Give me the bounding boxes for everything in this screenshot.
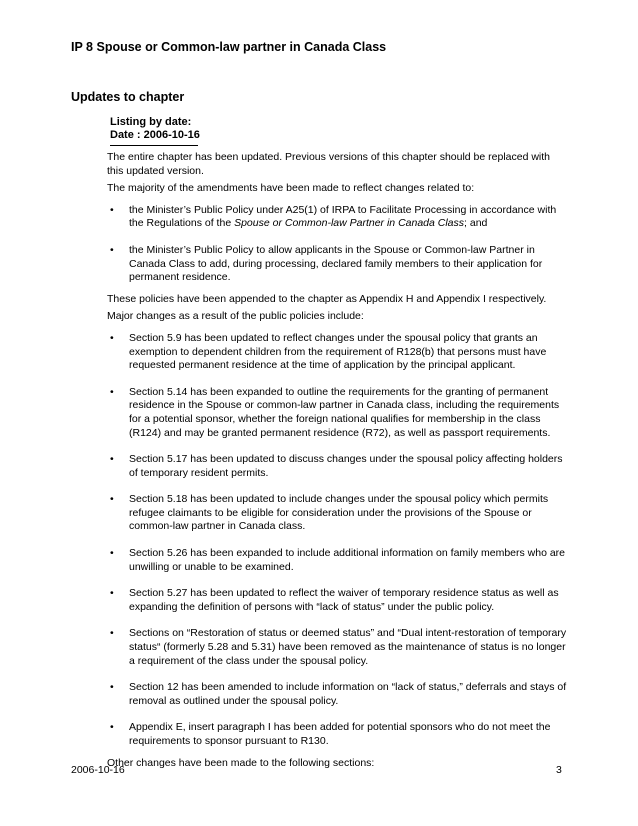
listing-date: Date : 2006-10-16: [110, 129, 200, 141]
bullet-icon: •: [110, 681, 114, 694]
list-item-text: Section 5.17 has been updated to discuss changes under the spousal policy affecting holders of temporary resident permits.: [129, 453, 563, 479]
list-item-text: Section 5.9 has been updated to reflect changes under the spousal policy that grants an exemption to dependent children from the requirement of R128(b) that persons must have requested permanent residence at the time of application by the principal applicant.: [129, 331, 547, 372]
major-changes-list: [107, 332, 567, 749]
list-item-text: Section 5.26 has been expanded to include additional information on family members who are unwilling or unable to be examined.: [129, 547, 566, 573]
list-item: [107, 332, 567, 373]
intro-paragraph: The entire chapter has been updated. Previous versions of this chapter should be replaced with this updated version.: [107, 151, 551, 177]
section-heading-updates: Updates to chapter: [71, 90, 185, 104]
other-changes-paragraph: Other changes have been made to the following sections:: [107, 756, 375, 769]
list-item-suffix: ; and: [464, 217, 488, 230]
list-item: [107, 493, 567, 534]
document-body: [107, 151, 567, 774]
list-item-text: Section 5.14 has been expanded to outline the requirements for the granting of permanent residence in the Spouse or common-law partner in Canada class, including the requirements for a potential sponsor, whether the foreign national qualifies for membership in the class (R124) and may be granted permanent residence (R72), as well as passport requirements.: [129, 385, 560, 439]
bullet-icon: •: [110, 587, 114, 600]
list-item: [107, 453, 567, 480]
list-item-text: Section 5.18 has been updated to include changes under the spousal policy which permits refugee claimants to be eligible for consideration under the provisions of the Spouse or common-law partner in Canada class.: [129, 493, 549, 533]
listing-block: [110, 116, 200, 146]
major-changes-paragraph: Major changes as a result of the public policies include:: [107, 310, 364, 323]
list-item: [107, 204, 567, 231]
list-item: [107, 244, 567, 285]
page-number: 3: [556, 764, 562, 776]
bullet-icon: •: [110, 547, 114, 560]
list-item-text: Section 12 has been amended to include information on “lack of status,” deferrals and stays of removal as outlined under the spousal policy.: [129, 681, 567, 707]
bullet-icon: •: [110, 493, 114, 506]
bullet-icon: •: [110, 331, 114, 344]
policy-list: [107, 204, 567, 285]
appended-paragraph: These policies have been appended to the chapter as Appendix H and Appendix I respectively.: [107, 292, 547, 305]
list-item: [107, 627, 567, 668]
list-item: [107, 721, 567, 748]
bullet-icon: •: [110, 453, 114, 466]
list-item-text: Sections on “Restoration of status or deemed status” and “Dual intent-restoration of temporary status“ (formerly 5.28 and 5.31) have been removed as the maintenance of status is no longer a requirement of the class under the spousal policy.: [129, 627, 567, 667]
bullet-icon: •: [110, 627, 114, 640]
listing-divider: [110, 145, 198, 146]
document-title: IP 8 Spouse or Common-law partner in Canada Class: [71, 40, 387, 54]
amendments-intro-paragraph: The majority of the amendments have been made to reflect changes related to:: [107, 182, 475, 195]
list-item: [107, 587, 567, 614]
footer-date: 2006-10-16: [71, 764, 125, 776]
bullet-icon: •: [110, 203, 114, 216]
bullet-icon: •: [110, 243, 114, 256]
list-item-text: the Minister’s Public Policy to allow applicants in the Spouse or Common-law Partner in Canada Class to add, during processing, declared family members to their application for permanent residence.: [129, 243, 543, 284]
listing-label: Listing by date:: [110, 116, 192, 128]
class-name-italic: Spouse or Common-law Partner in Canada Class: [234, 217, 465, 230]
list-item: [107, 547, 567, 574]
bullet-icon: •: [110, 721, 114, 734]
list-item-text: Section 5.27 has been updated to reflect the waiver of temporary residence status as well as expanding the definition of persons with “lack of status” under the public policy.: [129, 587, 559, 613]
list-item-text: Appendix E, insert paragraph I has been added for potential sponsors who do not meet the requirements to sponsor pursuant to R130.: [129, 721, 551, 747]
bullet-icon: •: [110, 385, 114, 398]
list-item: [107, 681, 567, 708]
list-item: [107, 386, 567, 440]
list-item-text: the Minister’s Public Policy under A25(1) of IRPA to Facilitate Processing in accordance with the Regulations of the: [129, 203, 557, 230]
